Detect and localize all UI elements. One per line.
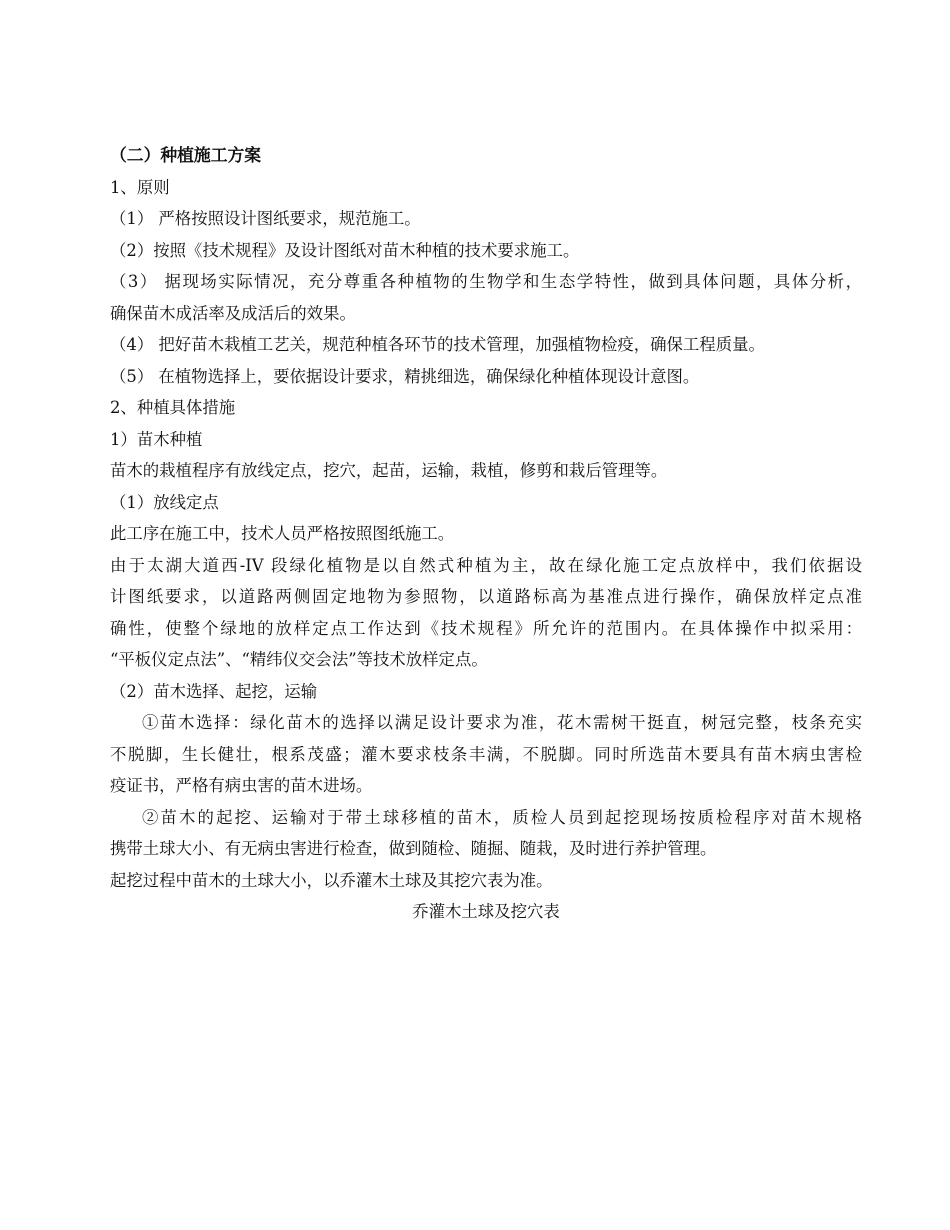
principle-item-3-line-2: 确保苗木成活率及成活后的效果。 — [110, 303, 356, 323]
principle-item-3-line-1: （3） 据现场实际情况，充分尊重各种植物的生物学和生态学特性，做到具体问题，具体分析， — [110, 272, 862, 291]
heading-measures: 2、种植具体措施 — [110, 398, 236, 417]
section-title: （二）种植施工方案 — [110, 145, 262, 165]
paragraph-setout-2-line-1: 由于太湖大道西-IV 段绿化植物是以自然式种植为主，故在绿化施工定点放样中，我们依据设 — [110, 555, 862, 575]
paragraph-setout-2-line-3: 确性，使整个绿地的放样定点工作达到《技术规程》所允许的范围内。在具体操作中拟采用： — [110, 618, 862, 638]
paragraph-digging-line-2: 携带土球大小、有无病虫害进行检查，做到随检、随掘、随栽，及时进行养护管理。 — [110, 839, 717, 858]
heading-selection: （2）苗木选择、起挖，运输 — [110, 681, 318, 701]
paragraph-soilball: 起挖过程中苗木的土球大小，以乔灌木土球及其挖穴表为准。 — [110, 870, 553, 890]
heading-planting: 1）苗木种植 — [110, 429, 203, 449]
heading-setout: （1）放线定点 — [110, 492, 219, 512]
paragraph-setout-1: 此工序在施工中，技术人员严格按照图纸施工。 — [110, 524, 455, 543]
principle-item-1: （1） 严格按照设计图纸要求，规范施工。 — [110, 209, 421, 228]
principle-item-5: （5） 在植物选择上，要依据设计要求，精挑细选，确保绿化种植体现设计意图。 — [110, 366, 700, 386]
document-body — [110, 140, 862, 928]
table-caption: 乔灌木土球及挖穴表 — [412, 902, 560, 921]
paragraph-setout-2-line-4: “平板仪定点法”、“精纬仪交会法”等技术放样定点。 — [110, 650, 488, 669]
heading-principle: 1、原则 — [110, 177, 170, 197]
principle-item-2: （2）按照《技术规程》及设计图纸对苗木种植的技术要求施工。 — [110, 240, 580, 260]
paragraph-setout-2-line-2: 计图纸要求，以道路两侧固定地物为参照物，以道路标高为基准点进行操作，确保放样定点准 — [110, 587, 862, 606]
paragraph-digging-line-1: ②苗木的起挖、运输对于带土球移植的苗木，质检人员到起挖现场按质检程序对苗木规格 — [142, 807, 862, 827]
paragraph-selection-line-2: 不脱脚，生长健壮，根系茂盛；灌木要求枝条丰满，不脱脚。同时所选苗木要具有苗木病虫害检 — [110, 744, 862, 764]
paragraph-selection-line-3: 疫证书，严格有病虫害的苗木进场。 — [110, 776, 373, 795]
paragraph-selection-line-1: ①苗木选择：绿化苗木的选择以满足设计要求为准，花木需树干挺直，树冠完整，枝条充实 — [142, 713, 862, 732]
paragraph-procedure: 苗木的栽植程序有放线定点，挖穴，起苗，运输，栽植，修剪和栽后管理等。 — [110, 461, 668, 480]
principle-item-4: （4） 把好苗木栽植工艺关，规范种植各环节的技术管理，加强植物检疫，确保工程质量。 — [110, 335, 765, 354]
